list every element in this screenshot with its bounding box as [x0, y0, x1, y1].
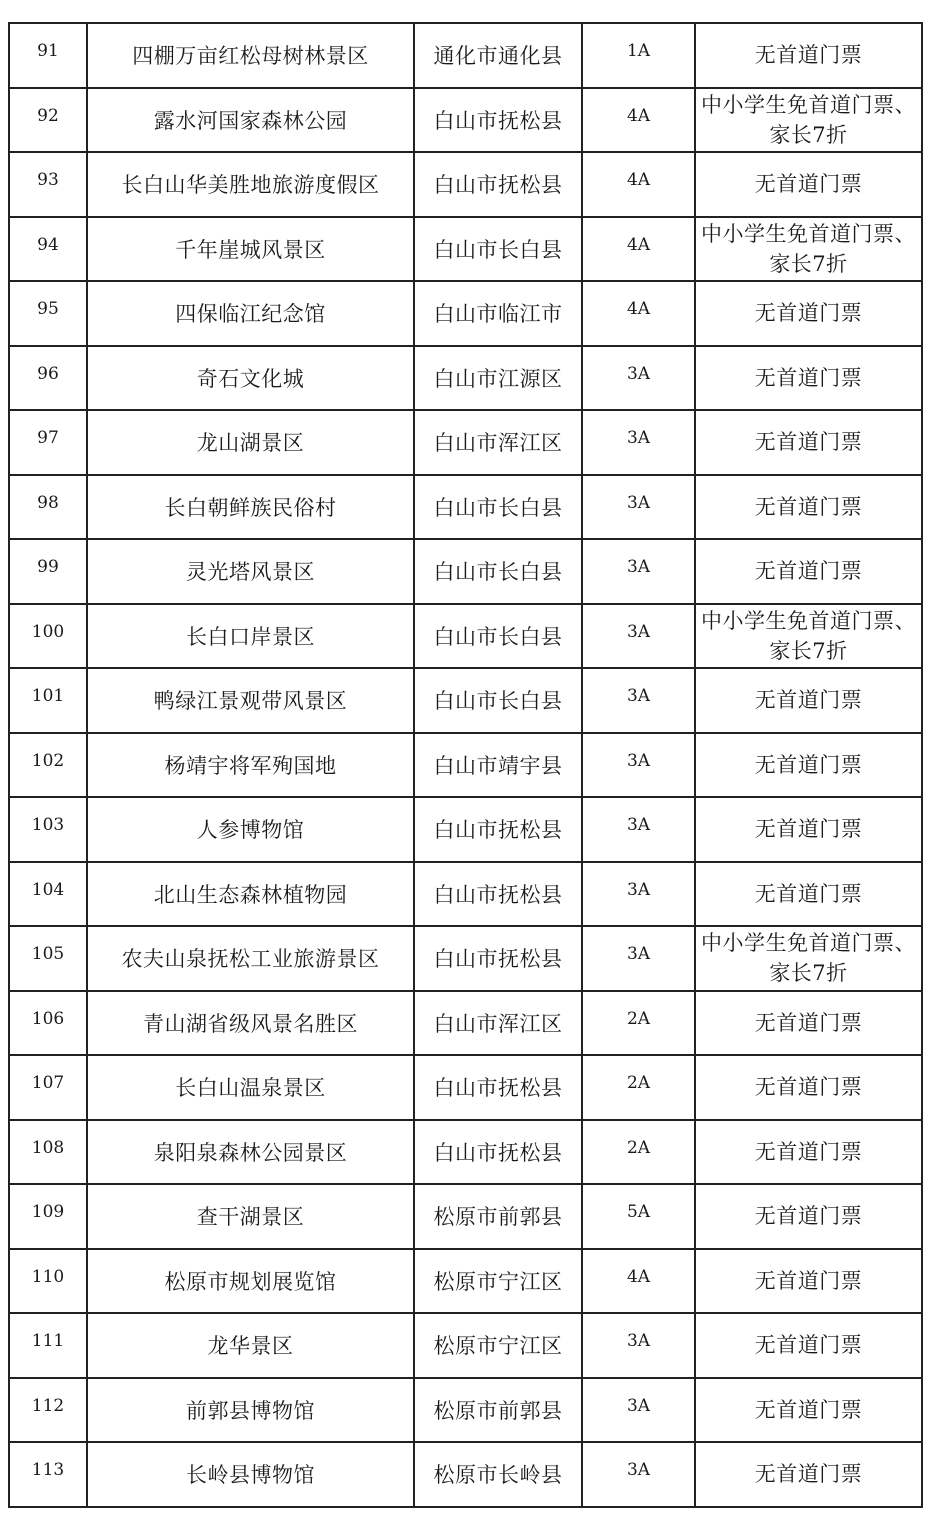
location: 白山市长白县: [414, 539, 582, 604]
scenic-spot-name: 松原市规划展览馆: [87, 1249, 414, 1314]
rating-level: 3A: [582, 1374, 695, 1439]
table-row: [9, 1378, 922, 1443]
ticket-policy: 无首道门票: [695, 1249, 922, 1314]
row-number: 101: [9, 664, 87, 729]
row-number: 96: [9, 342, 87, 407]
rating-level: 3A: [582, 729, 695, 794]
location: 白山市抚松县: [414, 797, 582, 862]
row-number: 108: [9, 1116, 87, 1181]
location: 白山市抚松县: [414, 862, 582, 927]
scenic-spot-name: 龙华景区: [87, 1313, 414, 1378]
ticket-policy: 无首道门票: [695, 797, 922, 862]
ticket-policy: 无首道门票: [695, 1120, 922, 1185]
row-number: 103: [9, 793, 87, 858]
rating-level: 3A: [582, 600, 695, 665]
ticket-policy: 无首道门票: [695, 410, 922, 475]
rating-level: 3A: [582, 858, 695, 923]
table-row: [9, 539, 922, 604]
rating-level: 5A: [582, 1180, 695, 1245]
location: 松原市前郭县: [414, 1184, 582, 1249]
ticket-policy: 无首道门票: [695, 281, 922, 346]
row-number: 92: [9, 84, 87, 149]
table-row: [9, 797, 922, 862]
scenic-spot-table-container: [8, 22, 921, 1508]
table-row: [9, 733, 922, 798]
table-row: [9, 410, 922, 475]
scenic-spot-name: 长岭县博物馆: [87, 1442, 414, 1507]
ticket-policy: 中小学生免首道门票、家长7折: [695, 217, 922, 282]
rating-level: 2A: [582, 1116, 695, 1181]
row-number: 97: [9, 406, 87, 471]
scenic-spot-name: 龙山湖景区: [87, 410, 414, 475]
scenic-spot-name: 长白山温泉景区: [87, 1055, 414, 1120]
location: 白山市长白县: [414, 475, 582, 540]
row-number: 110: [9, 1245, 87, 1310]
row-number: 100: [9, 600, 87, 665]
ticket-policy: 无首道门票: [695, 346, 922, 411]
table-row: [9, 88, 922, 153]
row-number: 93: [9, 148, 87, 213]
rating-level: 3A: [582, 1438, 695, 1503]
rating-level: 3A: [582, 922, 695, 987]
row-number: 99: [9, 535, 87, 600]
scenic-spot-name: 青山湖省级风景名胜区: [87, 991, 414, 1056]
row-number: 106: [9, 987, 87, 1052]
table-row: [9, 346, 922, 411]
table-row: [9, 152, 922, 217]
location: 白山市抚松县: [414, 1120, 582, 1185]
rating-level: 4A: [582, 84, 695, 149]
row-number: 112: [9, 1374, 87, 1439]
scenic-spot-name: 露水河国家森林公园: [87, 88, 414, 153]
rating-level: 3A: [582, 342, 695, 407]
scenic-spot-name: 四棚万亩红松母树林景区: [87, 23, 414, 88]
location: 白山市抚松县: [414, 88, 582, 153]
scenic-spot-name: 查干湖景区: [87, 1184, 414, 1249]
scenic-spot-name: 灵光塔风景区: [87, 539, 414, 604]
location: 白山市靖宇县: [414, 733, 582, 798]
scenic-spot-name: 人参博物馆: [87, 797, 414, 862]
ticket-policy: 中小学生免首道门票、家长7折: [695, 926, 922, 991]
table-row: [9, 991, 922, 1056]
table-row: [9, 281, 922, 346]
rating-level: 3A: [582, 664, 695, 729]
location: 松原市宁江区: [414, 1249, 582, 1314]
row-number: 107: [9, 1051, 87, 1116]
table-row: [9, 475, 922, 540]
location: 白山市抚松县: [414, 926, 582, 991]
table-row: [9, 1184, 922, 1249]
ticket-policy: 无首道门票: [695, 152, 922, 217]
rating-level: 4A: [582, 1245, 695, 1310]
table-row: [9, 1313, 922, 1378]
ticket-policy: 无首道门票: [695, 668, 922, 733]
table-body: [9, 23, 922, 1507]
rating-level: 2A: [582, 1051, 695, 1116]
table-row: [9, 604, 922, 669]
row-number: 104: [9, 858, 87, 923]
row-number: 95: [9, 277, 87, 342]
scenic-spot-name: 杨靖宇将军殉国地: [87, 733, 414, 798]
row-number: 91: [9, 19, 87, 84]
row-number: 102: [9, 729, 87, 794]
location: 松原市宁江区: [414, 1313, 582, 1378]
location: 白山市长白县: [414, 668, 582, 733]
location: 白山市长白县: [414, 604, 582, 669]
table-row: [9, 926, 922, 991]
rating-level: 4A: [582, 277, 695, 342]
table-row: [9, 23, 922, 88]
scenic-spot-name: 长白口岸景区: [87, 604, 414, 669]
table-row: [9, 217, 922, 282]
row-number: 94: [9, 213, 87, 278]
rating-level: 2A: [582, 987, 695, 1052]
scenic-spot-name: 长白山华美胜地旅游度假区: [87, 152, 414, 217]
rating-level: 3A: [582, 471, 695, 536]
scenic-spot-name: 泉阳泉森林公园景区: [87, 1120, 414, 1185]
row-number: 111: [9, 1309, 87, 1374]
row-number: 113: [9, 1438, 87, 1503]
scenic-spot-name: 长白朝鲜族民俗村: [87, 475, 414, 540]
row-number: 105: [9, 922, 87, 987]
ticket-policy: 无首道门票: [695, 1378, 922, 1443]
location: 白山市抚松县: [414, 152, 582, 217]
ticket-policy: 无首道门票: [695, 475, 922, 540]
location: 白山市抚松县: [414, 1055, 582, 1120]
rating-level: 1A: [582, 19, 695, 84]
location: 白山市长白县: [414, 217, 582, 282]
scenic-spot-name: 四保临江纪念馆: [87, 281, 414, 346]
rating-level: 3A: [582, 406, 695, 471]
location: 白山市浑江区: [414, 410, 582, 475]
ticket-policy: 无首道门票: [695, 991, 922, 1056]
table-row: [9, 1120, 922, 1185]
location: 白山市浑江区: [414, 991, 582, 1056]
location: 松原市长岭县: [414, 1442, 582, 1507]
scenic-spot-table: [8, 22, 923, 1508]
row-number: 98: [9, 471, 87, 536]
scenic-spot-name: 前郭县博物馆: [87, 1378, 414, 1443]
rating-level: 3A: [582, 793, 695, 858]
ticket-policy: 中小学生免首道门票、家长7折: [695, 604, 922, 669]
location: 通化市通化县: [414, 23, 582, 88]
ticket-policy: 无首道门票: [695, 1184, 922, 1249]
rating-level: 4A: [582, 213, 695, 278]
location: 松原市前郭县: [414, 1378, 582, 1443]
table-row: [9, 668, 922, 733]
ticket-policy: 中小学生免首道门票、家长7折: [695, 88, 922, 153]
table-row: [9, 1055, 922, 1120]
rating-level: 3A: [582, 1309, 695, 1374]
row-number: 109: [9, 1180, 87, 1245]
scenic-spot-name: 奇石文化城: [87, 346, 414, 411]
table-row: [9, 1442, 922, 1507]
ticket-policy: 无首道门票: [695, 539, 922, 604]
scenic-spot-name: 农夫山泉抚松工业旅游景区: [87, 926, 414, 991]
ticket-policy: 无首道门票: [695, 23, 922, 88]
ticket-policy: 无首道门票: [695, 862, 922, 927]
scenic-spot-name: 千年崖城风景区: [87, 217, 414, 282]
table-row: [9, 1249, 922, 1314]
location: 白山市临江市: [414, 281, 582, 346]
location: 白山市江源区: [414, 346, 582, 411]
ticket-policy: 无首道门票: [695, 1442, 922, 1507]
ticket-policy: 无首道门票: [695, 1313, 922, 1378]
ticket-policy: 无首道门票: [695, 1055, 922, 1120]
scenic-spot-name: 北山生态森林植物园: [87, 862, 414, 927]
rating-level: 3A: [582, 535, 695, 600]
ticket-policy: 无首道门票: [695, 733, 922, 798]
table-row: [9, 862, 922, 927]
rating-level: 4A: [582, 148, 695, 213]
scenic-spot-name: 鸭绿江景观带风景区: [87, 668, 414, 733]
